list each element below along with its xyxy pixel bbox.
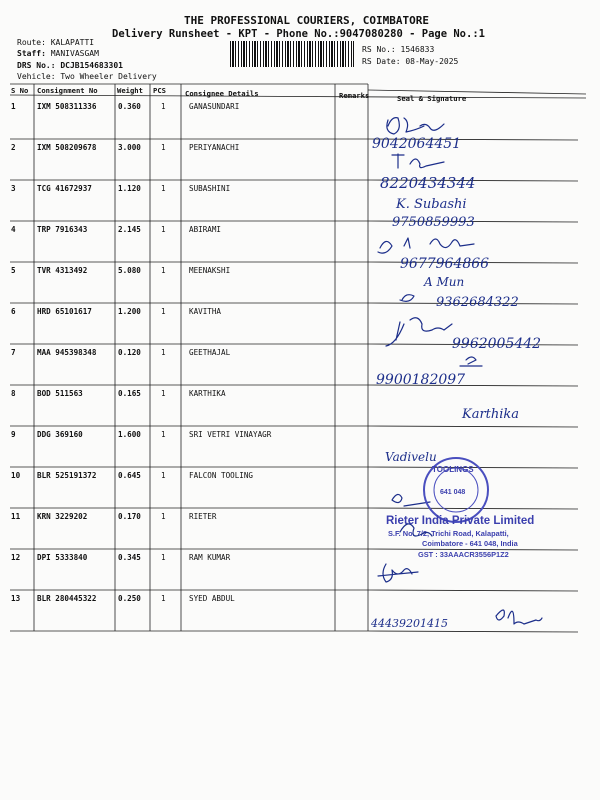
- seal-text: TOOLINGS: [432, 465, 474, 474]
- cell-consignee: RAM KUMAR: [189, 553, 231, 562]
- row-rule: [368, 303, 578, 304]
- signature-name: A Mun: [424, 275, 465, 289]
- cell-consignment: BLR 280445322: [37, 594, 97, 603]
- cell-consignment: MAA 945398348: [37, 348, 97, 357]
- cell-pcs: 1: [161, 307, 166, 316]
- staff-label: Staff:: [17, 49, 46, 58]
- rs-no-value: 1546833: [400, 45, 435, 54]
- signature-phone: 44439201415: [371, 617, 448, 630]
- row-rule: [368, 385, 578, 386]
- col-header-remarks: Remarks: [339, 91, 370, 100]
- cell-sno: 1: [11, 102, 16, 111]
- header-rule: [10, 95, 586, 98]
- route-value: KALAPATTI: [50, 38, 95, 47]
- rs-date-value: 08-May-2025: [405, 57, 459, 66]
- cell-weight: 2.145: [118, 225, 141, 234]
- cell-consignment: DPI 5333840: [37, 553, 88, 562]
- stamp-address1: S.F. No. 7/2, Trichi Road, Kalapatti,: [388, 529, 509, 538]
- signature-name: K. Subashi: [396, 197, 467, 212]
- cell-sno: 5: [11, 266, 16, 275]
- runsheet-subtitle: Delivery Runsheet - KPT - Phone No.:9047080280 - Page No.:1: [112, 28, 485, 40]
- route-label: Route:: [17, 38, 46, 47]
- col-header-seal-signature: Seal & Signature: [397, 94, 467, 103]
- cell-weight: 1.120: [118, 184, 141, 193]
- cell-consignee: FALCON TOOLING: [189, 471, 254, 480]
- cell-sno: 6: [11, 307, 16, 316]
- cell-consignment: DDG 369160: [37, 430, 83, 439]
- stamp-gst: GST : 33AAACR3556P1Z2: [418, 550, 509, 559]
- signature-phone: 9750859993: [392, 215, 475, 230]
- cell-consignment: BLR 525191372: [37, 471, 97, 480]
- col-header-pcs: PCS: [153, 86, 166, 95]
- row-rule: [368, 344, 578, 345]
- cell-consignment: TRP 7916343: [37, 225, 88, 234]
- staff-value: MANIVASGAM: [50, 49, 99, 58]
- row-rule: [368, 631, 578, 632]
- drs-label: DRS No.:: [17, 61, 56, 70]
- rs-no-label: RS No.:: [362, 45, 396, 54]
- cell-consignment: TCG 41672937: [37, 184, 92, 193]
- cell-sno: 8: [11, 389, 16, 398]
- col-header-consignment: Consignment No: [37, 86, 98, 95]
- cell-weight: 0.645: [118, 471, 141, 480]
- signature-phone: 8220434344: [380, 174, 476, 192]
- cell-consignment: HRD 65101617: [37, 307, 92, 316]
- signature-name: Karthika: [462, 407, 520, 422]
- cell-pcs: 1: [161, 348, 166, 357]
- row-rule: [368, 426, 578, 427]
- cell-consignment: KRN 3229202: [37, 512, 88, 521]
- company-title: THE PROFESSIONAL COURIERS, COIMBATORE: [184, 14, 430, 27]
- row-rule: [368, 549, 578, 550]
- cell-sno: 3: [11, 184, 16, 193]
- row-rule: [368, 508, 578, 509]
- cell-sno: 9: [11, 430, 16, 439]
- cell-sno: 11: [11, 512, 21, 521]
- row-rule: [368, 139, 578, 140]
- cell-sno: 12: [11, 553, 21, 562]
- signature-phone: 9900182097: [376, 372, 466, 388]
- row-rule: [368, 467, 578, 468]
- cell-weight: 0.360: [118, 102, 141, 111]
- cell-weight: 5.080: [118, 266, 141, 275]
- cell-weight: 3.000: [118, 143, 141, 152]
- cell-sno: 4: [11, 225, 16, 234]
- row-rule: [368, 180, 578, 181]
- cell-weight: 0.250: [118, 594, 141, 603]
- cell-consignee: RIETER: [189, 512, 217, 521]
- cell-weight: 0.170: [118, 512, 141, 521]
- row-rule: [368, 590, 578, 591]
- cell-weight: 0.165: [118, 389, 141, 398]
- cell-pcs: 1: [161, 102, 166, 111]
- cell-sno: 10: [11, 471, 21, 480]
- cell-consignee: GANASUNDARI: [189, 102, 240, 111]
- cell-pcs: 1: [161, 143, 166, 152]
- cell-consignment: TVR 4313492: [37, 266, 88, 275]
- cell-consignee: MEENAKSHI: [189, 266, 231, 275]
- signature-phone: 9042064451: [372, 136, 462, 152]
- cell-weight: 1.600: [118, 430, 141, 439]
- cell-weight: 0.345: [118, 553, 141, 562]
- col-header-consignee: Consignee Details: [185, 89, 259, 98]
- cell-sno: 2: [11, 143, 16, 152]
- col-header-weight: Weight: [117, 86, 143, 95]
- rs-date-label: RS Date:: [362, 57, 401, 66]
- cell-pcs: 1: [161, 225, 166, 234]
- cell-pcs: 1: [161, 594, 166, 603]
- vehicle-label: Vehicle:: [17, 72, 56, 81]
- cell-pcs: 1: [161, 471, 166, 480]
- drs-value: DCJB154683301: [60, 61, 123, 70]
- cell-pcs: 1: [161, 389, 166, 398]
- cell-pcs: 1: [161, 512, 166, 521]
- seal-code: 641 048: [440, 489, 466, 496]
- cell-consignee: ABIRAMI: [189, 225, 222, 234]
- vehicle-value: Two Wheeler Delivery: [60, 72, 157, 81]
- cell-pcs: 1: [161, 430, 166, 439]
- cell-pcs: 1: [161, 184, 166, 193]
- row-rule: [368, 262, 578, 263]
- cell-consignment: IXM 508209678: [37, 143, 97, 152]
- cell-consignee: PERIYANACHI: [189, 143, 240, 152]
- cell-consignee: SRI VETRI VINAYAGR: [189, 430, 272, 439]
- row-rule: [368, 221, 578, 222]
- cell-weight: 1.200: [118, 307, 141, 316]
- signature-phone: 9962005442: [452, 336, 542, 352]
- stamp-address2: Coimbatore - 641 048, India: [422, 539, 518, 548]
- cell-consignee: KARTHIKA: [189, 389, 226, 398]
- cell-pcs: 1: [161, 553, 166, 562]
- stamp-company: Rieter India Private Limited: [386, 515, 535, 527]
- cell-consignment: BOD 511563: [37, 389, 83, 398]
- cell-consignment: IXM 508311336: [37, 102, 97, 111]
- cell-sno: 7: [11, 348, 16, 357]
- cell-consignee: KAVITHA: [189, 307, 222, 316]
- cell-consignee: GEETHAJAL: [189, 348, 231, 357]
- signature-phone: 9362684322: [436, 295, 519, 310]
- cell-consignee: SYED ABDUL: [189, 594, 235, 603]
- cell-sno: 13: [11, 594, 21, 603]
- cell-weight: 0.120: [118, 348, 141, 357]
- cell-consignee: SUBASHINI: [189, 184, 231, 193]
- signature-name: Vadivelu: [385, 450, 437, 464]
- signature-phone: 9677964866: [400, 256, 490, 272]
- col-header-sno: S No: [11, 86, 29, 95]
- cell-pcs: 1: [161, 266, 166, 275]
